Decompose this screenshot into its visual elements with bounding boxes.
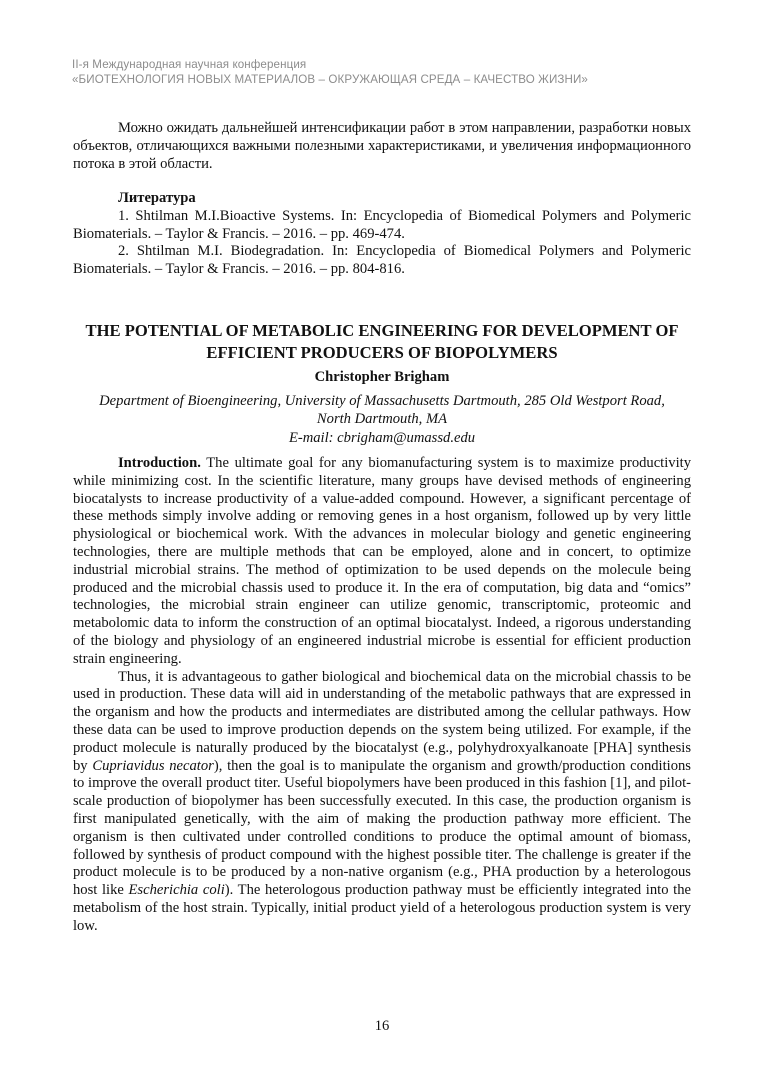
reference-item: 1. Shtilman M.I.Bioactive Systems. In: Encyclopedia of Biomedical Polymers and Polymeric Biomaterials. – Taylor & Francis. – 2016. – pp. 469-474. bbox=[73, 207, 691, 242]
article-body bbox=[73, 455, 691, 936]
running-header bbox=[72, 57, 692, 87]
introduction-paragraph bbox=[73, 455, 691, 669]
body-paragraph-2 bbox=[73, 669, 691, 936]
preceding-article-end bbox=[73, 120, 691, 173]
reference-item: 2. Shtilman M.I. Biodegradation. In: Encyclopedia of Biomedical Polymers and Polymeric Biomaterials. – Taylor & Francis. – 2016. – pp. 804-816. bbox=[73, 243, 691, 278]
literature-section bbox=[73, 190, 691, 279]
article-author: Christopher Brigham bbox=[314, 369, 450, 385]
paragraph-text: ), then the goal is to manipulate the organism and growth/production conditions to improve the overall product titer. Useful biopolymers have been produced in this fashion [1], and pilot-scale production of biopolymer has been successfully executed. In this case, the production organism is first manipulated genetically, with the aim of making the production pathway more efficient. The organism is then cultivated under controlled conditions to produce the optimal amount of biomass, followed by synthesis of product compound with the highest possible titer. The challenge is greater if the product molecule is to be produced by a non-native organism (e.g., PHA production by a heterologous host like bbox=[73, 757, 691, 899]
author-affiliation: Department of Bioengineering, University of Massachusetts Dartmouth, 285 Old Westport Road, North Dartmouth, MA bbox=[99, 393, 665, 427]
author-email: E-mail: cbrigham@umassd.edu bbox=[288, 430, 476, 446]
paragraph-text: Thus, it is advantageous to gather biological and biochemical data on the microbial chassis to be used in production. These data will aid in understanding of the metabolic pathways that are expressed in the organism and how the products and intermediates are distributed among the cellular pathways. How these data can be used to improve production depends on the system being utilized. For example, if the product molecule is naturally produced by the biocatalyst (e.g., polyhydroxyalkanoate [PHA] synthesis by bbox=[73, 668, 691, 774]
paragraph-text: ). The heterologous production pathway must be efficiently integrated into the metabolism of the host strain. Typically, initial product yield of a heterologous production system is very low. bbox=[73, 882, 691, 934]
page-number: 16 bbox=[374, 1018, 390, 1034]
species-name: Cupriavidus necator bbox=[92, 757, 214, 774]
closing-paragraph: Можно ожидать дальнейшей интенсификации работ в этом направлении, разработки новых объектов, отличающихся важными полезными характеристиками, и увеличения информационного потока в этой области. bbox=[73, 120, 691, 172]
article-title: THE POTENTIAL OF METABOLIC ENGINEERING FOR DEVELOPMENT OF EFFICIENT PRODUCERS OF BIOPOLYMERS bbox=[85, 321, 679, 362]
introduction-text: The ultimate goal for any biomanufacturing system is to maximize productivity while minimizing cost. In the scientific literature, many groups have devised methods of engineering biocatalysts to increase productivity of a value-added compound. However, a significant percentage of these methods simply involve adding or removing genes in a host organism, followed up by very little physiological or biochemical work. With the advances in molecular biology and genetic engineering technologies, there are multiple methods that can be employed, alone and in concert, to optimize industrial microbial strains. The method of optimization to be used depends on the molecule being produced and the microbial chassis used to produce it. In the era of computation, big data and “omics” technologies, the microbial strain engineer can utilize genomic, transcriptomic, proteomic and metabolomic data to inform the construction of an optimal biocatalyst. Indeed, a rigorous understanding of the biology and physiology of an engineered industrial microbe is essential for efficient production strain engineering. bbox=[73, 455, 691, 667]
introduction-label: Introduction. bbox=[118, 455, 201, 471]
species-name: Escherichia coli bbox=[128, 882, 225, 899]
header-conference-line: II-я Международная научная конференция bbox=[72, 58, 307, 71]
literature-heading: Литература bbox=[118, 190, 196, 206]
header-title-line: «БИОТЕХНОЛОГИЯ НОВЫХ МАТЕРИАЛОВ – ОКРУЖАЮЩАЯ СРЕДА – КАЧЕСТВО ЖИЗНИ» bbox=[72, 73, 588, 86]
